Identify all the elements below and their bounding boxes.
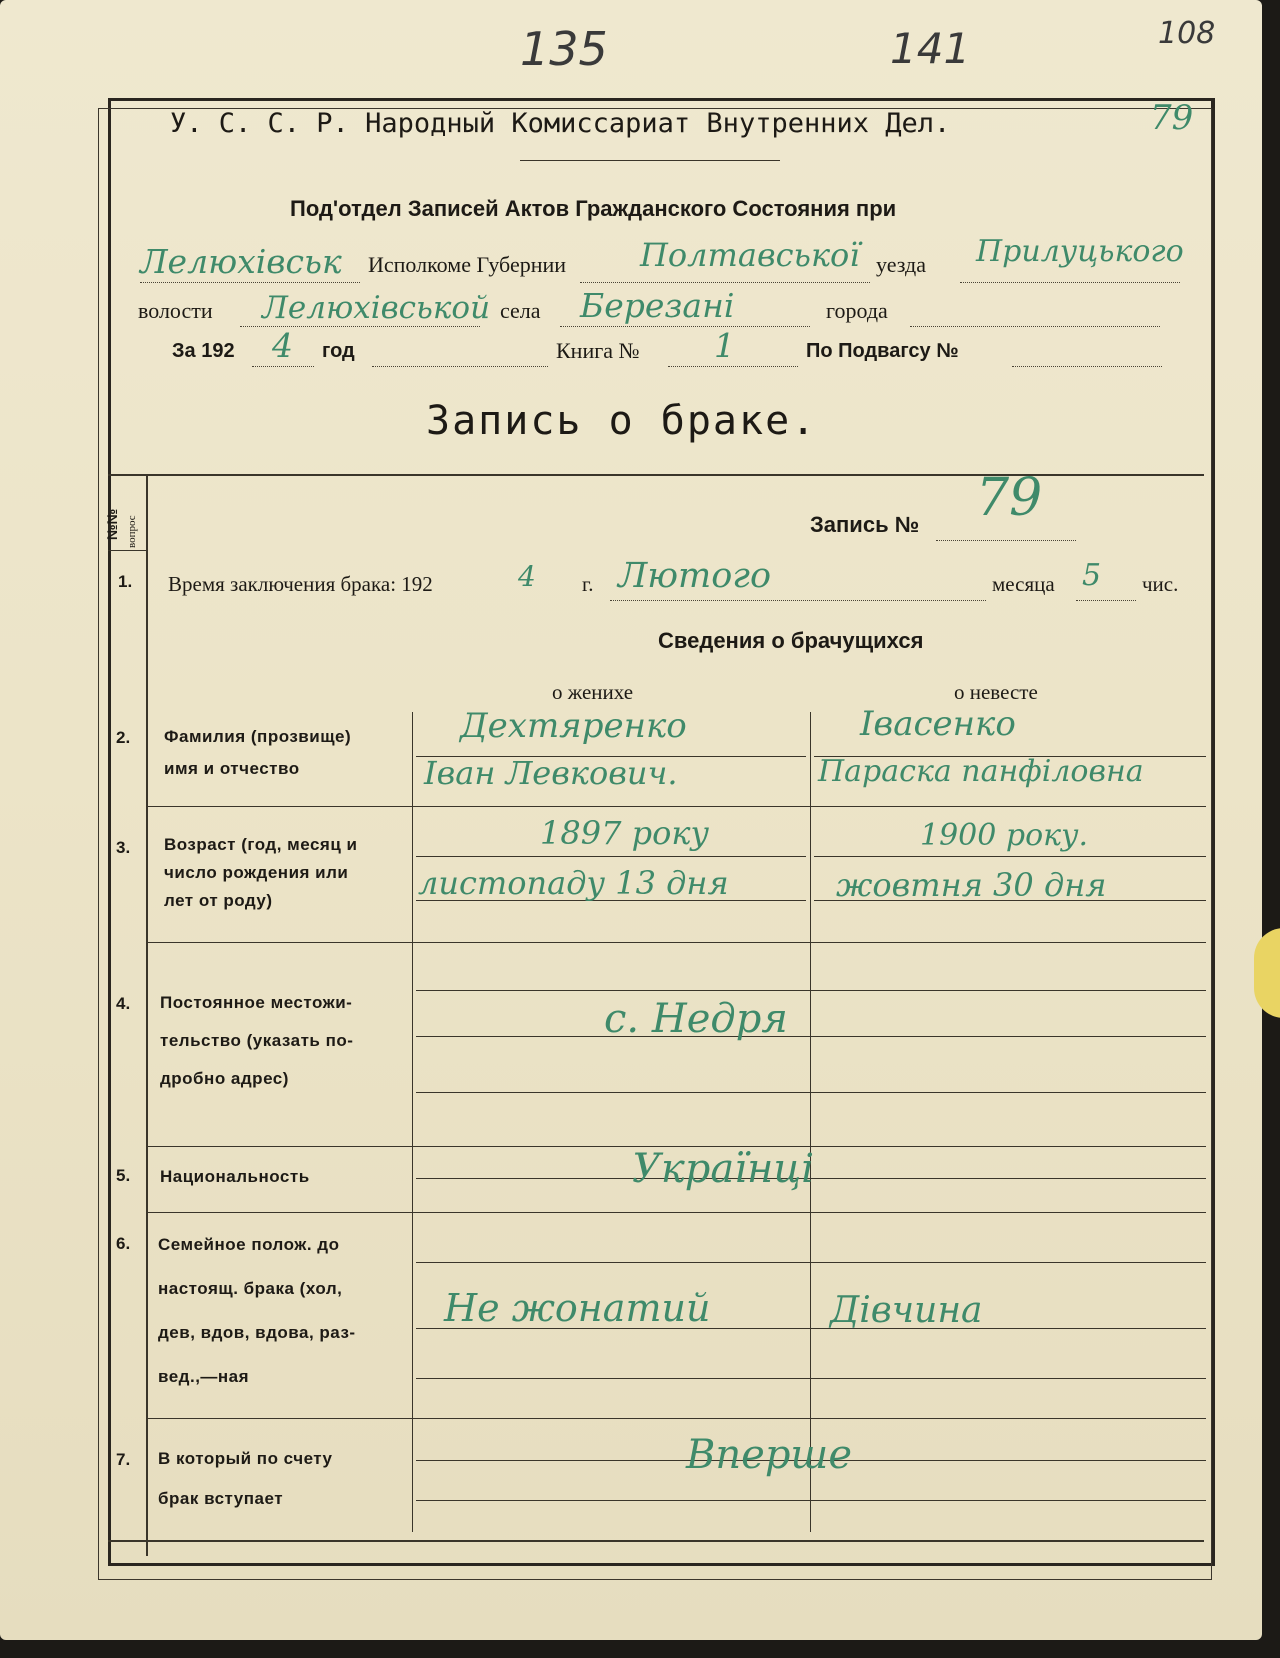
bride-marital-status: Дівчина <box>830 1290 983 1331</box>
ispolkom-hand: Лелюхівськ <box>140 242 342 281</box>
row-5-label: Национальность <box>160 1167 310 1186</box>
archive-number-141: 141 <box>890 24 971 73</box>
record-number-dots <box>936 540 1076 541</box>
uezd-hand: Прилуцького <box>976 234 1184 269</box>
selo-label: села <box>500 298 541 323</box>
archive-number-135: 135 <box>520 22 608 76</box>
line-4c <box>416 1092 1206 1093</box>
rule-d <box>146 1212 1206 1213</box>
groom-name: Іван Левкович. <box>424 754 678 792</box>
volost-label: волости <box>138 298 213 323</box>
nationality: Українці <box>632 1146 815 1192</box>
line-4b <box>416 1036 1206 1037</box>
rule-e <box>146 1418 1206 1419</box>
row-3-label-1: Возраст (год, месяц и <box>164 835 358 854</box>
table-bottom-rule <box>108 1540 1204 1542</box>
row-1-label: Время заключения брака: 192 <box>168 572 433 596</box>
groom-birth-year: 1897 року <box>540 814 710 852</box>
selo-hand: Березані <box>580 286 735 325</box>
groom-surname: Дехтяренко <box>460 706 687 746</box>
row-1-year-hand: 4 <box>518 560 536 593</box>
selo-dots <box>560 326 810 327</box>
row-7-number: 7. <box>116 1450 131 1469</box>
volost-hand: Лелюхівськой <box>262 290 491 326</box>
book-dots <box>668 366 798 367</box>
year-dots <box>252 366 314 367</box>
groom-birth-date: листопаду 13 дня <box>418 864 729 902</box>
row-7-label-2: брак вступает <box>158 1489 284 1508</box>
header-title: У. С. С. Р. Народный Комиссариат Внутренних Дел. <box>170 108 951 139</box>
row-6-label-2: настоящ. брака (хол, <box>158 1279 343 1298</box>
line-6a <box>416 1262 1206 1263</box>
row-6-label-4: вед.,—ная <box>158 1367 250 1386</box>
label-column-rule <box>412 712 413 1532</box>
corner-hand-number: 79 <box>1150 98 1194 138</box>
gorod-dots <box>910 326 1160 327</box>
bride-surname: Івасенко <box>860 704 1016 744</box>
gubernia-hand: Полтавської <box>640 236 860 274</box>
year-hand: 4 <box>272 326 293 365</box>
row-6-number: 6. <box>116 1234 131 1253</box>
bride-birth-date: жовтня 30 дня <box>836 866 1107 904</box>
row-4-label-2: тельство (указать по- <box>160 1031 354 1050</box>
uezd-label: уезда <box>876 252 926 277</box>
row-4-label-3: дробно адрес) <box>160 1069 289 1088</box>
bride-birth-year: 1900 року. <box>920 818 1089 853</box>
row-1-day-label: чис. <box>1142 572 1179 596</box>
rule-a <box>146 806 1206 807</box>
residence: с. Недря <box>604 996 788 1042</box>
bride-header: о невесте <box>954 680 1038 704</box>
row-2-label-2: имя и отчество <box>164 759 300 778</box>
book-label: Книга № <box>556 338 640 363</box>
row-3-number: 3. <box>116 838 131 857</box>
gubernia-dots <box>580 282 870 283</box>
line-7b <box>416 1500 1206 1501</box>
record-title: Запись о браке. <box>426 398 818 444</box>
number-column-rule <box>146 474 148 1556</box>
row-3-label-3: лет от роду) <box>164 891 273 910</box>
line-3a-g <box>416 856 806 857</box>
row-1-g-label: г. <box>582 572 594 596</box>
section-title: Сведения о брачущихся <box>658 628 924 653</box>
archive-number-108: 108 <box>1158 16 1216 51</box>
row-6-label-1: Семейное полож. до <box>158 1235 340 1254</box>
line-6c <box>416 1378 1206 1379</box>
groom-bride-rule <box>810 712 811 1532</box>
col-header-top: №№ <box>104 508 120 540</box>
uezd-dots <box>960 282 1180 283</box>
row-1-month-label: месяца <box>992 572 1055 596</box>
row-4-number: 4. <box>116 994 131 1013</box>
ispolkom-dots <box>140 282 360 283</box>
row-7-label-1: В который по счету <box>158 1449 333 1468</box>
gorod-label: города <box>826 298 888 323</box>
record-number-hand: 79 <box>976 468 1043 528</box>
row-3-label-2: число рождения или <box>164 863 349 882</box>
row-2-number: 2. <box>116 728 131 747</box>
god-dots <box>372 366 548 367</box>
row-1-month-dots <box>610 600 986 601</box>
podvagsu-dots <box>1012 366 1162 367</box>
groom-marital-status: Не жонатий <box>444 1286 711 1330</box>
col-header-bottom: вопрос <box>126 515 138 548</box>
row-6-label-3: дев, вдов, вдова, раз- <box>158 1323 356 1342</box>
rule-b <box>146 942 1206 943</box>
god-label: год <box>322 340 355 362</box>
header-subtitle: Под'отдел Записей Актов Гражданского Состояния при <box>290 196 897 221</box>
marriage-count: Вперше <box>686 1432 852 1478</box>
row-1-day-hand: 5 <box>1082 558 1102 593</box>
book-hand: 1 <box>714 326 735 365</box>
row-1-month-hand: Лютого <box>618 556 772 596</box>
row-5-number: 5. <box>116 1166 131 1185</box>
groom-header: о женихе <box>552 680 634 704</box>
line-4a <box>416 990 1206 991</box>
header-rule <box>520 160 780 161</box>
record-number-label: Запись № <box>810 512 920 537</box>
year-label: За 192 <box>172 340 235 362</box>
row-1-day-dots <box>1076 600 1136 601</box>
row-4-label-1: Постоянное местожи- <box>160 993 353 1012</box>
row-2-label-1: Фамилия (прозвище) <box>164 727 352 746</box>
podvagsu-label: По Подвагсу № <box>806 340 959 362</box>
bride-name: Параска панфіловна <box>818 754 1144 789</box>
line-3a-b <box>814 856 1206 857</box>
row-1-number: 1. <box>118 572 133 591</box>
ispolkom-label: Исполкоме Губернии <box>368 252 567 277</box>
number-header-rule <box>108 550 146 551</box>
